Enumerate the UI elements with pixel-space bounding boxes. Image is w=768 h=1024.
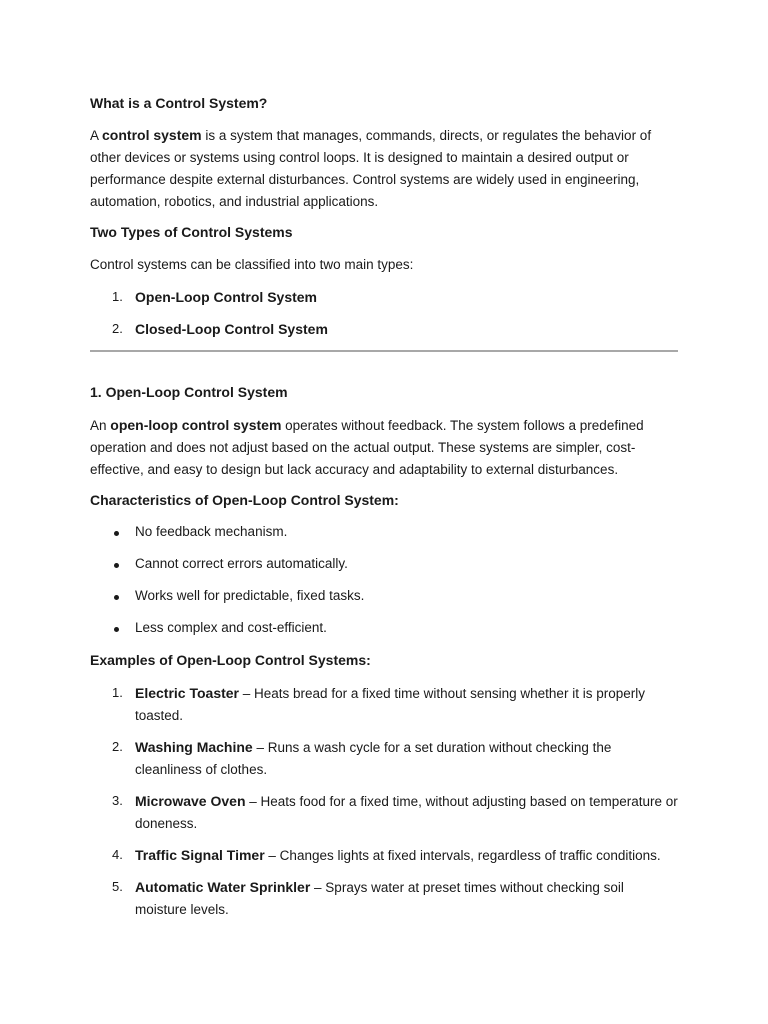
bullet-icon <box>114 563 119 568</box>
intro-term: control system <box>102 127 202 143</box>
heading-two-types: Two Types of Control Systems <box>90 224 293 240</box>
open-loop-term: open-loop control system <box>110 417 282 433</box>
horizontal-divider <box>90 350 678 352</box>
intro-paragraph: A control system is a system that manages, commands, directs, or regulates the behavior of other devices or systems using control loops. It is designed to maintain a desired output or performance despite external disturbances. Control systems are widely used in engineering, automation, robotics, and industrial applications. <box>90 127 652 209</box>
section-title-open-loop: 1. Open-Loop Control System <box>90 384 288 400</box>
document-page: What is a Control System? A control system is a system that manages, commands, directs, or regulates the behavior of other devices or systems using control loops. It is designed to maintain a desired output or performance despite external disturbances. Control systems are widely used in engineering, automation, robotics, and industrial applications. Two Types of Control Systems Control systems can be classified into two main types: 1. Open-Loop Control System 2. Closed-Loop Control System 1. Open-Loop Control System An open-loop control system operates without feedback. The system follows a predefined operation and does not adjust based on the actual output. These systems are simpler, cost-effective, and easy to design but lack accuracy and adaptability to external disturbances. Characteristics of Open-Loop Control System: No feedback mechanism. Cannot correct errors automatically. Works well for predictable, fixed tasks. Less complex and cost-efficient. Examples of Open-Loop Control Systems: 1. Electric Toaster – Heats bread for a fixed time without sensing whether it is properly toasted. 2. Washing Machine – Runs a wash cycle for a set duration without checking the cleanliness of clothes. 3. Microwave Oven – Heats food for a fixed time, without adjusting based on temperature or doneness. 4. Traffic Signal Timer – Changes lights at fixed intervals, regardless of traffic conditions. 5. Automatic Water Sprinkler – Sprays water at preset times without checking soil moisture levels. <box>90 95 678 917</box>
bullet-icon <box>114 595 119 600</box>
characteristics-heading: Characteristics of Open-Loop Control System: <box>90 492 399 508</box>
heading-what-is-control-system: What is a Control System? <box>90 95 268 111</box>
open-loop-paragraph: An open-loop control system operates without feedback. The system follows a predefined operation and does not adjust based on the actual output. These systems are simpler, cost-effective, and easy to design but lack accuracy and adaptability to external disturbances. <box>90 417 644 477</box>
bullet-icon <box>114 627 119 632</box>
bullet-icon <box>114 531 119 536</box>
types-intro-paragraph: Control systems can be classified into two main types: <box>90 257 414 272</box>
examples-heading: Examples of Open-Loop Control Systems: <box>90 652 371 668</box>
